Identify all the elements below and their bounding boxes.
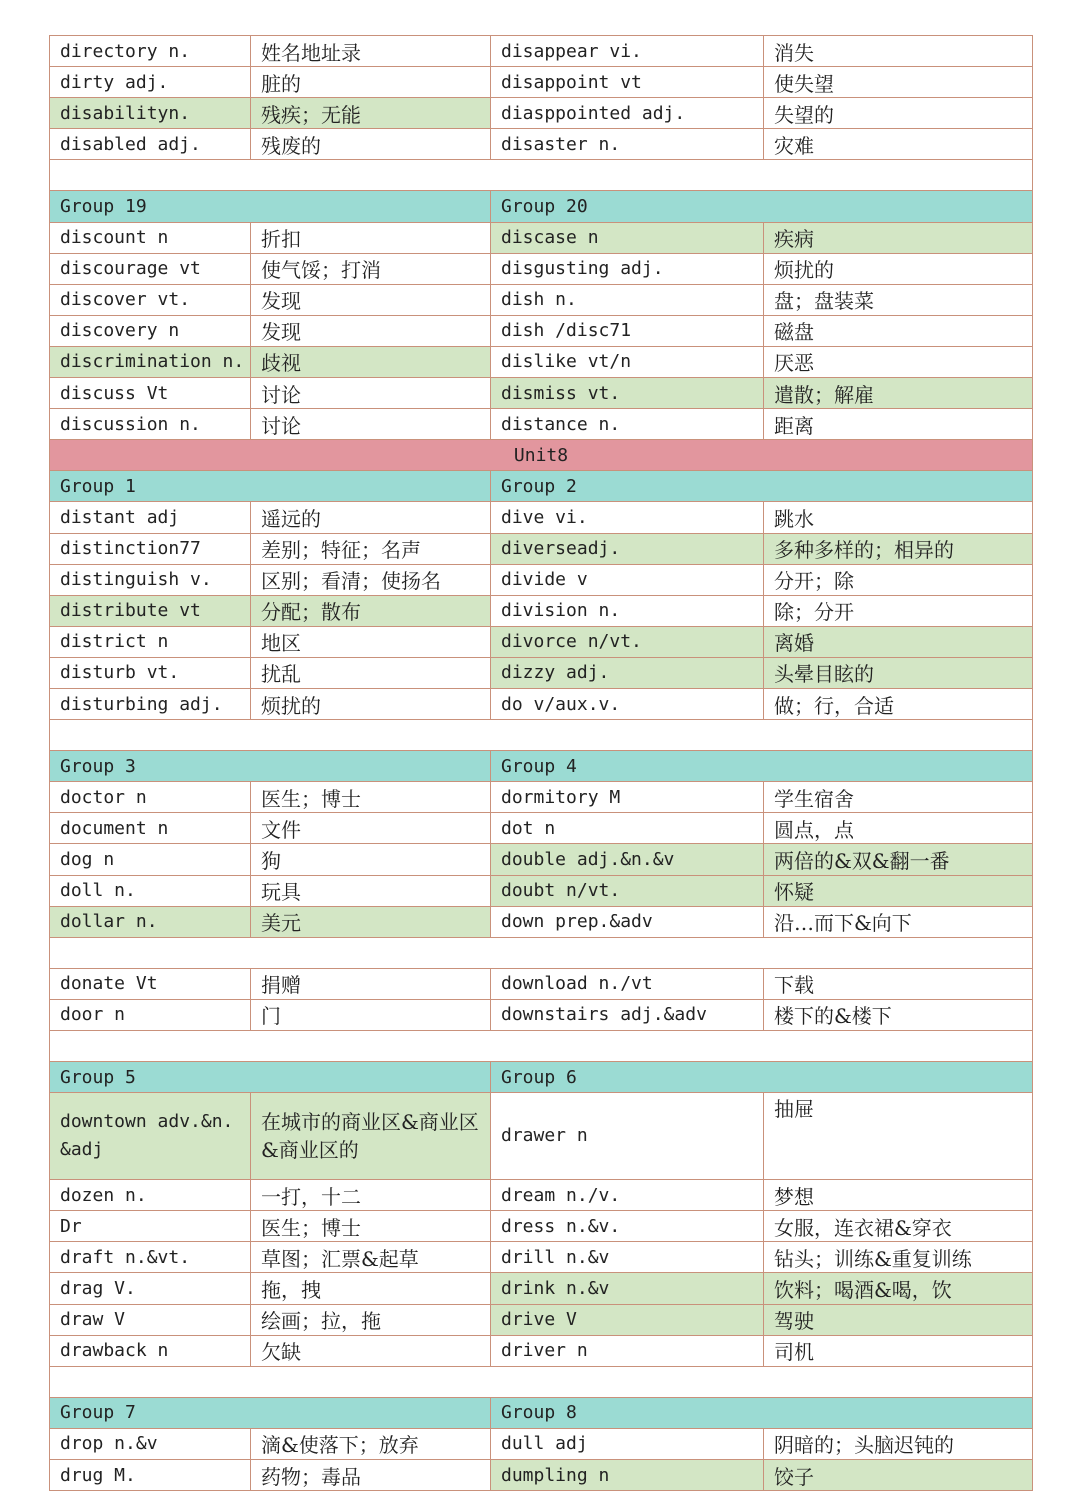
word-row [50, 36, 1033, 67]
word-right: drill n.&v [491, 1242, 764, 1273]
meaning-right: 跳水 [764, 502, 1033, 533]
meaning-left: 玩具 [251, 875, 491, 906]
meaning-right: 盘；盘装菜 [764, 284, 1033, 315]
group-title-left: Group 5 [50, 1062, 491, 1093]
word-right: double adj.&n.&v [491, 844, 764, 875]
meaning-right: 阴暗的；头脑迟钝的 [764, 1428, 1033, 1459]
word-right: dress n.&v. [491, 1211, 764, 1242]
meaning-right: 磁盘 [764, 315, 1033, 346]
meaning-left: 使气馁；打消 [251, 253, 491, 284]
meaning-left: 在城市的商业区&商业区&商业区的 [251, 1093, 491, 1180]
word-row [50, 1093, 1033, 1180]
meaning-left: 发现 [251, 315, 491, 346]
word-right: distance n. [491, 409, 764, 440]
meaning-right: 厌恶 [764, 346, 1033, 377]
word-left: disturbing adj. [50, 688, 251, 719]
word-row [50, 222, 1033, 253]
meaning-left: 折扣 [251, 222, 491, 253]
meaning-left: 草图；汇票&起草 [251, 1242, 491, 1273]
meaning-left: 残废的 [251, 129, 491, 160]
word-left: district n [50, 626, 251, 657]
meaning-left: 拖，拽 [251, 1273, 491, 1304]
word-row [50, 253, 1033, 284]
group-header-row [50, 191, 1033, 222]
spacer-cell [50, 937, 1033, 968]
group-header-row [50, 471, 1033, 502]
word-right: disaster n. [491, 129, 764, 160]
word-right: dumpling n [491, 1460, 764, 1491]
word-row [50, 129, 1033, 160]
meaning-left: 药物；毒品 [251, 1460, 491, 1491]
meaning-left: 脏的 [251, 67, 491, 98]
meaning-right: 使失望 [764, 67, 1033, 98]
unit-title: Unit8 [50, 440, 1033, 471]
meaning-left: 讨论 [251, 378, 491, 409]
word-row [50, 533, 1033, 564]
meaning-left: 欠缺 [251, 1335, 491, 1366]
word-right: downstairs adj.&adv [491, 999, 764, 1030]
meaning-right: 除；分开 [764, 595, 1033, 626]
word-right: do v/aux.v. [491, 688, 764, 719]
word-row [50, 1180, 1033, 1211]
meaning-right: 女服，连衣裙&穿衣 [764, 1211, 1033, 1242]
word-left: distinguish v. [50, 564, 251, 595]
word-row [50, 657, 1033, 688]
word-left: dollar n. [50, 906, 251, 937]
word-row [50, 1304, 1033, 1335]
meaning-right: 驾驶 [764, 1304, 1033, 1335]
word-row [50, 67, 1033, 98]
word-row [50, 813, 1033, 844]
group-header-row [50, 1062, 1033, 1093]
word-right: doubt n/vt. [491, 875, 764, 906]
group-title-left: Group 7 [50, 1397, 491, 1428]
word-left: distribute vt [50, 595, 251, 626]
word-right: down prep.&adv [491, 906, 764, 937]
word-left: discover vt. [50, 284, 251, 315]
word-left: disabilityn. [50, 98, 251, 129]
meaning-right: 沿…而下&向下 [764, 906, 1033, 937]
word-right: diverseadj. [491, 533, 764, 564]
word-right: dull adj [491, 1428, 764, 1459]
meaning-left: 讨论 [251, 409, 491, 440]
meaning-right: 学生宿舍 [764, 782, 1033, 813]
word-left: discovery n [50, 315, 251, 346]
meaning-left: 狗 [251, 844, 491, 875]
meaning-right: 做；行，合适 [764, 688, 1033, 719]
meaning-left: 扰乱 [251, 657, 491, 688]
word-left: dirty adj. [50, 67, 251, 98]
word-right: dislike vt/n [491, 346, 764, 377]
word-left: drop n.&v [50, 1428, 251, 1459]
spacer-cell [50, 1031, 1033, 1062]
word-left: distinction77 [50, 533, 251, 564]
word-right: download n./vt [491, 968, 764, 999]
word-right: dish /disc71 [491, 315, 764, 346]
word-left: dog n [50, 844, 251, 875]
word-row [50, 999, 1033, 1030]
meaning-right: 离婚 [764, 626, 1033, 657]
word-row [50, 346, 1033, 377]
meaning-left: 地区 [251, 626, 491, 657]
meaning-left: 医生；博士 [251, 1211, 491, 1242]
meaning-right: 两倍的&双&翻一番 [764, 844, 1033, 875]
word-right: discase n [491, 222, 764, 253]
group-header-row [50, 751, 1033, 782]
spacer-row [50, 720, 1033, 751]
spacer-cell [50, 1366, 1033, 1397]
word-right: dot n [491, 813, 764, 844]
word-row [50, 782, 1033, 813]
word-row [50, 844, 1033, 875]
meaning-right: 怀疑 [764, 875, 1033, 906]
meaning-left: 门 [251, 999, 491, 1030]
word-row [50, 968, 1033, 999]
meaning-left: 一打，十二 [251, 1180, 491, 1211]
meaning-left: 发现 [251, 284, 491, 315]
meaning-left: 绘画；拉，拖 [251, 1304, 491, 1335]
word-right: driver n [491, 1335, 764, 1366]
word-right: drive V [491, 1304, 764, 1335]
meaning-right: 头晕目眩的 [764, 657, 1033, 688]
meaning-right: 楼下的&楼下 [764, 999, 1033, 1030]
meaning-right: 饮料；喝酒&喝，饮 [764, 1273, 1033, 1304]
word-right: dizzy adj. [491, 657, 764, 688]
spacer-cell [50, 160, 1033, 191]
word-row [50, 98, 1033, 129]
meaning-right: 下载 [764, 968, 1033, 999]
group-title-left: Group 3 [50, 751, 491, 782]
group-title-left: Group 19 [50, 191, 491, 222]
word-right: disappoint vt [491, 67, 764, 98]
word-left: discussion n. [50, 409, 251, 440]
word-row [50, 409, 1033, 440]
meaning-left: 姓名地址录 [251, 36, 491, 67]
spacer-row [50, 1366, 1033, 1397]
vocabulary-table-body [50, 36, 1033, 1491]
word-left: draft n.&vt. [50, 1242, 251, 1273]
word-left: drug M. [50, 1460, 251, 1491]
word-right: dismiss vt. [491, 378, 764, 409]
meaning-left: 美元 [251, 906, 491, 937]
word-left: drag V. [50, 1273, 251, 1304]
word-left: discourage vt [50, 253, 251, 284]
meaning-left: 差别；特征；名声 [251, 533, 491, 564]
word-row [50, 1428, 1033, 1459]
word-right: drawer n [491, 1093, 764, 1180]
meaning-left: 文件 [251, 813, 491, 844]
meaning-left: 歧视 [251, 346, 491, 377]
word-left: discount n [50, 222, 251, 253]
word-row [50, 1460, 1033, 1491]
word-row [50, 688, 1033, 719]
word-right: divide v [491, 564, 764, 595]
word-right: disappear vi. [491, 36, 764, 67]
meaning-right: 灾难 [764, 129, 1033, 160]
word-row [50, 906, 1033, 937]
vocabulary-table [49, 35, 1033, 1491]
meaning-left: 残疾；无能 [251, 98, 491, 129]
meaning-left: 区别；看清；使扬名 [251, 564, 491, 595]
word-row [50, 1273, 1033, 1304]
meaning-left: 分配；散布 [251, 595, 491, 626]
meaning-right: 饺子 [764, 1460, 1033, 1491]
meaning-left: 医生；博士 [251, 782, 491, 813]
spacer-row [50, 160, 1033, 191]
unit-header-row [50, 440, 1033, 471]
word-left: discuss Vt [50, 378, 251, 409]
word-right: divorce n/vt. [491, 626, 764, 657]
word-right: drink n.&v [491, 1273, 764, 1304]
word-right: division n. [491, 595, 764, 626]
word-left: drawback n [50, 1335, 251, 1366]
group-title-right: Group 4 [491, 751, 1033, 782]
meaning-left: 烦扰的 [251, 688, 491, 719]
word-row [50, 564, 1033, 595]
word-left: draw V [50, 1304, 251, 1335]
word-row [50, 875, 1033, 906]
group-title-right: Group 6 [491, 1062, 1033, 1093]
spacer-cell [50, 720, 1033, 751]
word-row [50, 378, 1033, 409]
word-row [50, 1211, 1033, 1242]
word-right: dormitory M [491, 782, 764, 813]
word-left: distant adj [50, 502, 251, 533]
word-row [50, 1335, 1033, 1366]
meaning-left: 遥远的 [251, 502, 491, 533]
meaning-right: 烦扰的 [764, 253, 1033, 284]
word-left: dozen n. [50, 1180, 251, 1211]
word-row [50, 284, 1033, 315]
word-right: diasppointed adj. [491, 98, 764, 129]
word-right: dive vi. [491, 502, 764, 533]
word-left: doll n. [50, 875, 251, 906]
group-title-right: Group 8 [491, 1397, 1033, 1428]
group-header-row [50, 1397, 1033, 1428]
word-left: disabled adj. [50, 129, 251, 160]
word-right: dish n. [491, 284, 764, 315]
word-left: doctor n [50, 782, 251, 813]
word-left: document n [50, 813, 251, 844]
meaning-right: 疾病 [764, 222, 1033, 253]
word-left: downtown adv.&n. &adj [50, 1093, 251, 1180]
spacer-row [50, 937, 1033, 968]
word-row [50, 626, 1033, 657]
meaning-right: 距离 [764, 409, 1033, 440]
word-row [50, 502, 1033, 533]
word-left: door n [50, 999, 251, 1030]
word-left: disturb vt. [50, 657, 251, 688]
group-title-left: Group 1 [50, 471, 491, 502]
meaning-right: 抽屉 [764, 1093, 1033, 1180]
meaning-right: 遣散；解雇 [764, 378, 1033, 409]
meaning-right: 消失 [764, 36, 1033, 67]
meaning-right: 多种多样的；相异的 [764, 533, 1033, 564]
meaning-right: 圆点，点 [764, 813, 1033, 844]
word-left: Dr [50, 1211, 251, 1242]
group-title-right: Group 20 [491, 191, 1033, 222]
word-left: donate Vt [50, 968, 251, 999]
word-row [50, 595, 1033, 626]
meaning-right: 司机 [764, 1335, 1033, 1366]
word-right: disgusting adj. [491, 253, 764, 284]
word-left: directory n. [50, 36, 251, 67]
meaning-left: 滴&使落下；放弃 [251, 1428, 491, 1459]
word-row [50, 315, 1033, 346]
meaning-right: 梦想 [764, 1180, 1033, 1211]
spacer-row [50, 1031, 1033, 1062]
meaning-right: 分开；除 [764, 564, 1033, 595]
meaning-left: 捐赠 [251, 968, 491, 999]
word-right: dream n./v. [491, 1180, 764, 1211]
group-title-right: Group 2 [491, 471, 1033, 502]
meaning-right: 钻头；训练&重复训练 [764, 1242, 1033, 1273]
word-left: discrimination n. [50, 346, 251, 377]
meaning-right: 失望的 [764, 98, 1033, 129]
word-row [50, 1242, 1033, 1273]
